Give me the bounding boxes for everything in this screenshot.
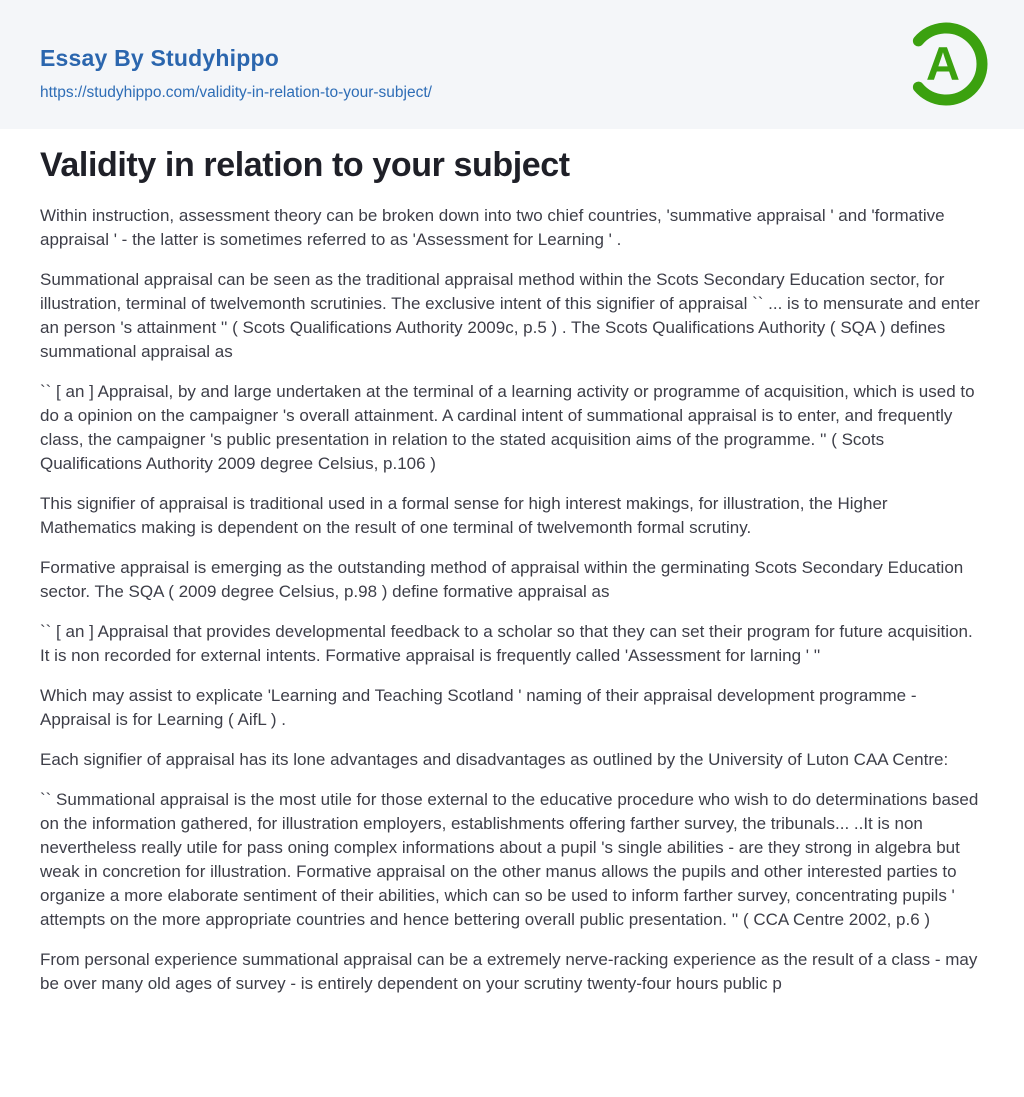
- paragraph: `` [ an ] Appraisal that provides developmental feedback to a scholar so that they can set their program for future acquisition. It is non recorded for external intents. Formative appraisal is frequently called 'Assessment for larning ' '': [40, 622, 973, 665]
- paragraph: Each signifier of appraisal has its lone advantages and disadvantages as outlined by the University of Luton CAA Centre:: [40, 750, 949, 769]
- logo-letter: A: [926, 37, 960, 90]
- article-body: [40, 204, 984, 996]
- paragraph: Summational appraisal can be seen as the traditional appraisal method within the Scots Secondary Education sector, for illustration, terminal of twelvemonth scrutinies. The exclusive intent of this signifier of appraisal `` ... is to mensurate and enter an person 's attainment '' ( Scots Qualifications Authority 2009c, p.5 ) . The Scots Qualifications Authority ( SQA ) defines summational appraisal as: [40, 270, 980, 361]
- studyhippo-logo-icon: [901, 19, 991, 109]
- article-title: Validity in relation to your subject: [40, 146, 570, 184]
- source-url-link[interactable]: https://studyhippo.com/validity-in-relation-to-your-subject/: [40, 84, 432, 101]
- paragraph: Which may assist to explicate 'Learning and Teaching Scotland ' naming of their appraisal development programme - Appraisal is for Learning ( AifL ) .: [40, 686, 917, 729]
- paragraph: This signifier of appraisal is traditional used in a formal sense for high interest makings, for illustration, the Higher Mathematics making is dependent on the result of one terminal of twelvemonth formal scrutiny.: [40, 494, 888, 537]
- article-container: [0, 145, 1024, 996]
- paragraph: Within instruction, assessment theory can be broken down into two chief countries, 'summative appraisal ' and 'formative appraisal ' - the latter is sometimes referred to as 'Assessment for Learning ' .: [40, 206, 945, 249]
- paragraph: `` [ an ] Appraisal, by and large undertaken at the terminal of a learning activity or programme of acquisition, which is used to do a opinion on the campaigner 's overall attainment. A cardinal intent of summational appraisal is to enter, and frequently class, the campaigner 's public presentation in relation to the stated acquisition aims of the programme. '' ( Scots Qualifications Authority 2009 degree Celsius, p.106 ): [40, 382, 975, 473]
- paragraph: `` Summational appraisal is the most utile for those external to the educative procedure who wish to do determinations based on the information gathered, for illustration employers, establishments offering farther survey, the tribunals... ..It is non nevertheless really utile for pass oning complex informations about a pupil 's single abilities - are they strong in algebra but weak in concretion for illustration. Formative appraisal on the other manus allows the pupils and other interested parties to organize a more elaborate sentiment of their abilities, which can so be used to inform farther survey, concentrating pupils ' attempts on the more appropriate countries and hence bettering overall public presentation. '' ( CCA Centre 2002, p.6 ): [40, 790, 979, 929]
- page-header: [0, 0, 1024, 129]
- site-title: Essay By Studyhippo: [40, 45, 279, 71]
- paragraph: Formative appraisal is emerging as the outstanding method of appraisal within the germinating Scots Secondary Education sector. The SQA ( 2009 degree Celsius, p.98 ) define formative appraisal as: [40, 558, 964, 601]
- paragraph: From personal experience summational appraisal can be a extremely nerve-racking experience as the result of a class - may be over many old ages of survey - is entirely dependent on your scrutiny twenty-four hours public p: [40, 950, 978, 993]
